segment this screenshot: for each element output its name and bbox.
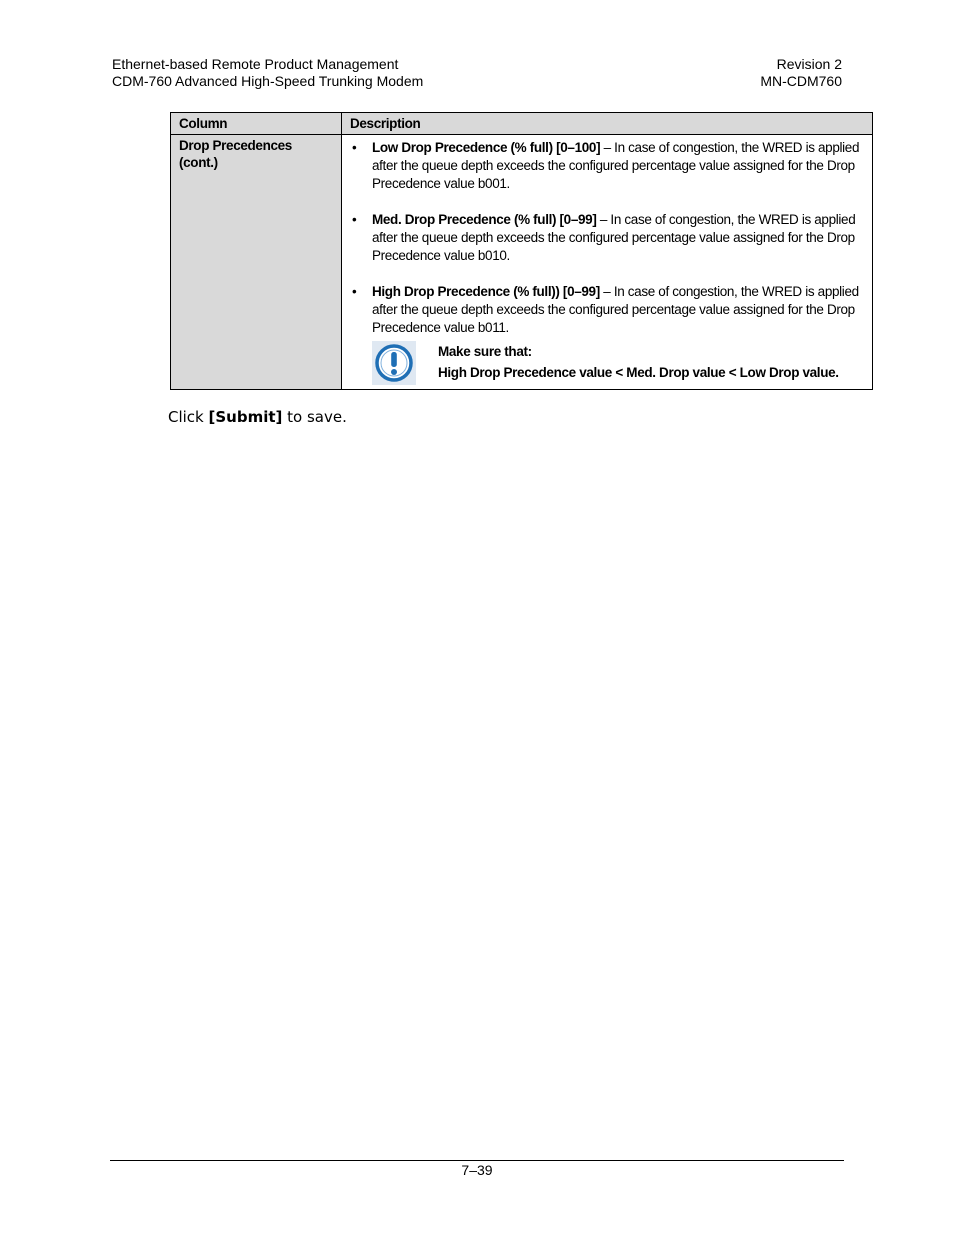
important-icon [372,341,416,385]
table-header-row [171,113,873,135]
bullet-icon: • [352,212,357,227]
table-row [171,135,873,390]
item-term: Med. Drop Precedence (% full) [0–99] [372,212,597,227]
exclamation-circle-icon [374,343,414,383]
bullet-icon: • [352,284,357,299]
header-right [760,56,842,90]
header-document-title: Ethernet-based Remote Product Management [112,56,399,72]
instruction-prefix: Click [168,408,209,426]
header-product-name: CDM-760 Advanced High-Speed Trunking Modem [112,73,424,89]
footer-divider [110,1160,844,1161]
bullet-icon: • [352,140,357,155]
item-term: Low Drop Precedence (% full) [0–100] [372,140,601,155]
row-description-cell [342,135,873,390]
header-left [112,56,423,90]
item-term: High Drop Precedence (% full)) [0–99] [372,284,600,299]
item-text: – In case of congestion, the WRED is applied after the queue depth exceeds the configured percentage value assigned for the Drop Precedence value b011. [372,284,859,335]
row-label-cell [171,135,342,390]
note-text [438,341,839,383]
item-text: – In case of congestion, the WRED is applied after the queue depth exceeds the configured percentage value assigned for the Drop Precedence value b010. [372,212,856,263]
header-manual-number: MN-CDM760 [760,73,842,89]
note-condition: High Drop Precedence value < Med. Drop value < Low Drop value. [438,365,839,380]
important-note [372,341,862,385]
row-label-suffix: (cont.) [179,155,218,170]
precedence-list [350,139,862,337]
item-text: – In case of congestion, the WRED is applied after the queue depth exceeds the configured percentage value assigned for the Drop Precedence value b001. [372,140,860,191]
instruction-suffix: to save. [282,408,347,426]
header-revision: Revision 2 [776,56,842,72]
list-item [350,139,862,193]
list-item [350,211,862,265]
column-header-column: Column [171,113,342,135]
list-item [350,283,862,337]
column-header-description: Description [342,113,873,135]
submit-instruction [168,408,347,426]
description-table [170,112,873,390]
submit-reference: [Submit] [208,408,283,426]
row-label: Drop Precedences [179,138,292,153]
note-heading: Make sure that: [438,344,532,359]
page-number: 7–39 [461,1162,493,1178]
